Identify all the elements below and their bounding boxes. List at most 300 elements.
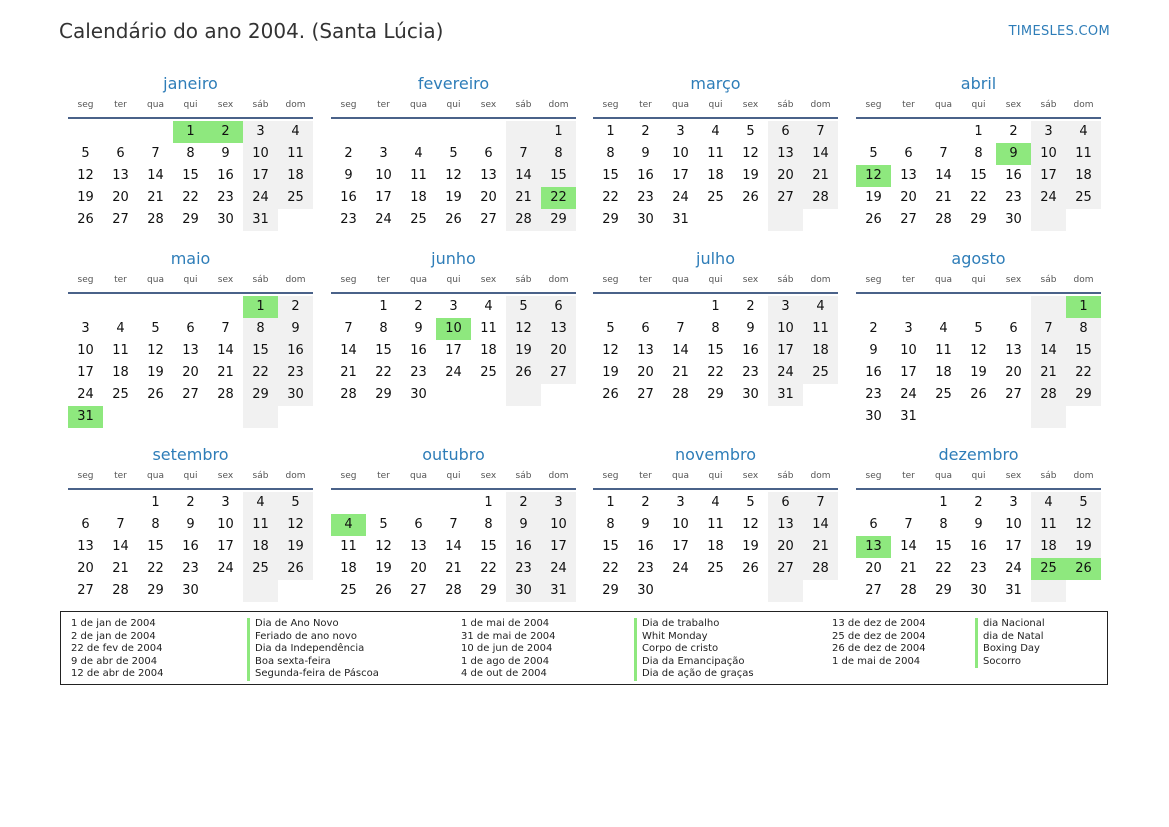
weekday-label: sáb (1040, 100, 1057, 110)
day-cell: 5 (506, 296, 541, 318)
empty-day-cell (103, 492, 138, 514)
week-row (331, 318, 576, 340)
weekday-label: dom (285, 471, 306, 481)
day-cell: 4 (1066, 121, 1101, 143)
day-cell: 15 (602, 539, 619, 554)
day-cell: 2 (186, 495, 195, 510)
day-cell: 12 (147, 343, 164, 358)
day-cell: 6 (541, 296, 576, 318)
day-cell: 28 (672, 387, 689, 402)
weekday-label: seg (77, 275, 94, 285)
day-cell: 28 (1031, 384, 1066, 406)
week-row (331, 209, 576, 231)
weekday-label: qui (971, 471, 986, 481)
weekday-label: sex (217, 275, 234, 285)
day-cell: 6 (116, 146, 125, 161)
weekday-label: dom (285, 100, 306, 110)
day-cell: 29 (480, 583, 497, 598)
day-cell: 14 (672, 343, 689, 358)
holiday-day-cell: 1 (1066, 296, 1101, 318)
empty-day-cell (1066, 406, 1101, 428)
day-cell: 24 (672, 561, 689, 576)
day-cell: 19 (445, 190, 462, 205)
day-cell: 16 (637, 168, 654, 183)
day-cell: 22 (970, 190, 987, 205)
day-cell: 9 (506, 514, 541, 536)
day-cell: 18 (243, 536, 278, 558)
day-cell: 15 (935, 539, 952, 554)
empty-day-cell (663, 296, 698, 318)
empty-day-cell (103, 406, 138, 428)
holiday-day-cell: 9 (996, 143, 1031, 165)
day-cell: 30 (970, 583, 987, 598)
month-11 (593, 444, 838, 602)
day-cell: 18 (1031, 536, 1066, 558)
day-cell: 8 (186, 146, 195, 161)
day-cell: 10 (217, 517, 234, 532)
day-cell: 14 (217, 343, 234, 358)
weekday-label: dom (548, 275, 569, 285)
day-cell: 21 (803, 536, 838, 558)
weekday-label: seg (77, 100, 94, 110)
empty-day-cell (733, 580, 768, 602)
day-cell: 24 (541, 558, 576, 580)
day-cell: 24 (243, 187, 278, 209)
day-cell: 11 (243, 514, 278, 536)
site-link[interactable]: TIMESLES.COM (1008, 24, 1110, 39)
day-cell: 19 (865, 190, 882, 205)
weekday-label: ter (377, 275, 390, 285)
week-row (331, 165, 576, 187)
empty-day-cell (996, 296, 1031, 318)
month-2 (331, 73, 576, 231)
weekday-header (68, 274, 313, 294)
day-cell: 4 (484, 299, 493, 314)
day-cell: 14 (506, 165, 541, 187)
empty-day-cell (593, 296, 628, 318)
day-cell: 26 (865, 212, 882, 227)
weekday-label: ter (902, 100, 915, 110)
empty-day-cell (1031, 296, 1066, 318)
empty-day-cell (68, 492, 103, 514)
day-cell: 24 (1005, 561, 1022, 576)
weekday-label: qua (672, 275, 689, 285)
day-cell: 29 (182, 212, 199, 227)
day-cell: 30 (637, 583, 654, 598)
empty-day-cell (401, 121, 436, 143)
day-cell: 30 (637, 212, 654, 227)
legend-dates-column-1 (71, 618, 163, 681)
weekday-label: sáb (1040, 275, 1057, 285)
day-cell: 6 (869, 517, 878, 532)
day-cell: 11 (278, 143, 313, 165)
day-cell: 22 (243, 362, 278, 384)
week-row (593, 514, 838, 536)
day-cell: 7 (803, 492, 838, 514)
day-cell: 10 (768, 318, 803, 340)
day-cell: 20 (768, 536, 803, 558)
day-cell: 29 (970, 212, 987, 227)
day-cell: 6 (1009, 321, 1018, 336)
day-cell: 11 (480, 321, 497, 336)
week-row (856, 187, 1101, 209)
day-cell: 11 (707, 146, 724, 161)
day-cell: 30 (742, 387, 759, 402)
day-cell: 17 (375, 190, 392, 205)
legend-date: 1 de ago de 2004 (461, 655, 550, 667)
day-cell: 2 (869, 321, 878, 336)
weekday-label: ter (902, 471, 915, 481)
empty-day-cell (1031, 580, 1066, 602)
month-6 (331, 248, 576, 406)
empty-day-cell (803, 384, 838, 406)
empty-day-cell (961, 296, 996, 318)
month-name: dezembro (938, 445, 1019, 464)
weekday-header (331, 470, 576, 490)
empty-day-cell (366, 492, 401, 514)
day-cell: 11 (803, 318, 838, 340)
weekday-label: qua (935, 100, 952, 110)
day-cell: 19 (970, 365, 987, 380)
empty-day-cell (891, 296, 926, 318)
day-cell: 29 (375, 387, 392, 402)
legend-holiday-name: Corpo de cristo (642, 643, 719, 654)
day-cell: 18 (340, 561, 357, 576)
empty-day-cell (278, 406, 313, 428)
day-cell: 20 (112, 190, 129, 205)
day-cell: 16 (182, 539, 199, 554)
day-cell: 14 (900, 539, 917, 554)
day-cell: 29 (602, 583, 619, 598)
day-cell: 1 (974, 124, 983, 139)
day-cell: 9 (186, 517, 195, 532)
day-cell: 18 (410, 190, 427, 205)
day-cell: 19 (506, 340, 541, 362)
weekday-header (593, 470, 838, 490)
day-cell: 31 (672, 212, 689, 227)
day-cell: 28 (935, 212, 952, 227)
day-cell: 17 (1005, 539, 1022, 554)
month-12 (856, 444, 1101, 602)
month-days (68, 492, 313, 602)
month-name: agosto (951, 249, 1006, 268)
weekday-label: qua (672, 471, 689, 481)
day-cell: 19 (278, 536, 313, 558)
week-row (68, 558, 313, 580)
month-5 (68, 248, 313, 428)
weekday-label: qui (971, 275, 986, 285)
empty-day-cell (506, 121, 541, 143)
weekday-label: seg (602, 100, 619, 110)
day-cell: 27 (768, 558, 803, 580)
day-cell: 5 (746, 124, 755, 139)
day-cell: 2 (746, 299, 755, 314)
day-cell: 17 (672, 168, 689, 183)
weekday-label: qua (147, 471, 164, 481)
weekday-label: seg (865, 275, 882, 285)
day-cell: 15 (970, 168, 987, 183)
day-cell: 9 (344, 168, 353, 183)
day-cell: 9 (221, 146, 230, 161)
empty-day-cell (471, 121, 506, 143)
day-cell: 1 (606, 495, 615, 510)
weekday-label: seg (602, 471, 619, 481)
day-cell: 15 (602, 168, 619, 183)
empty-day-cell (243, 406, 278, 428)
day-cell: 27 (410, 583, 427, 598)
day-cell: 10 (541, 514, 576, 536)
day-cell: 5 (278, 492, 313, 514)
week-row (68, 318, 313, 340)
day-cell: 12 (1066, 514, 1101, 536)
weekday-label: sex (742, 471, 759, 481)
empty-day-cell (208, 580, 243, 602)
weekday-label: seg (340, 100, 357, 110)
day-cell: 3 (768, 296, 803, 318)
day-cell: 7 (1031, 318, 1066, 340)
weekday-header (331, 99, 576, 119)
day-cell: 1 (541, 121, 576, 143)
day-cell: 3 (676, 495, 685, 510)
empty-day-cell (856, 296, 891, 318)
day-cell: 31 (1005, 583, 1022, 598)
day-cell: 19 (375, 561, 392, 576)
empty-day-cell (436, 492, 471, 514)
day-cell: 7 (803, 121, 838, 143)
empty-day-cell (138, 121, 173, 143)
weekday-header (856, 274, 1101, 294)
day-cell: 3 (449, 299, 458, 314)
empty-day-cell (698, 209, 733, 231)
empty-day-cell (331, 296, 366, 318)
day-cell: 19 (742, 539, 759, 554)
day-cell: 3 (221, 495, 230, 510)
weekday-label: sex (1005, 275, 1022, 285)
empty-day-cell (243, 580, 278, 602)
day-cell: 9 (746, 321, 755, 336)
day-cell: 4 (711, 495, 720, 510)
day-cell: 29 (541, 209, 576, 231)
day-cell: 5 (746, 495, 755, 510)
day-cell: 18 (112, 365, 129, 380)
week-row (856, 318, 1101, 340)
weekday-label: qui (446, 471, 461, 481)
empty-day-cell (173, 406, 208, 428)
day-cell: 23 (637, 190, 654, 205)
day-cell: 26 (506, 362, 541, 384)
holiday-day-cell: 22 (541, 187, 576, 209)
legend-holiday-name: Whit Monday (642, 630, 708, 642)
day-cell: 28 (445, 583, 462, 598)
day-cell: 13 (410, 539, 427, 554)
week-row (331, 121, 576, 143)
week-row (68, 580, 313, 602)
day-cell: 2 (1009, 124, 1018, 139)
day-cell: 15 (147, 539, 164, 554)
month-name: janeiro (163, 74, 218, 93)
day-cell: 22 (602, 561, 619, 576)
month-name: julho (696, 249, 735, 268)
day-cell: 14 (803, 143, 838, 165)
month-name: abril (960, 74, 997, 93)
day-cell: 6 (81, 517, 90, 532)
day-cell: 28 (803, 187, 838, 209)
day-cell: 17 (243, 165, 278, 187)
week-row (856, 580, 1101, 602)
day-cell: 31 (900, 409, 917, 424)
legend-holiday-name: Dia de Ano Novo (255, 618, 339, 629)
day-cell: 17 (1031, 165, 1066, 187)
weekday-label: seg (77, 471, 94, 481)
day-cell: 5 (974, 321, 983, 336)
weekday-label: ter (639, 471, 652, 481)
day-cell: 4 (116, 321, 125, 336)
day-cell: 25 (1066, 187, 1101, 209)
month-days (68, 121, 313, 231)
empty-day-cell (1066, 580, 1101, 602)
month-1 (68, 73, 313, 231)
day-cell: 23 (217, 190, 234, 205)
day-cell: 1 (379, 299, 388, 314)
day-cell: 19 (147, 365, 164, 380)
day-cell: 15 (182, 168, 199, 183)
day-cell: 4 (414, 146, 423, 161)
week-row (331, 492, 576, 514)
day-cell: 18 (707, 539, 724, 554)
week-row (331, 514, 576, 536)
week-row (68, 536, 313, 558)
day-cell: 21 (217, 365, 234, 380)
weekday-label: ter (377, 471, 390, 481)
day-cell: 14 (935, 168, 952, 183)
day-cell: 26 (147, 387, 164, 402)
day-cell: 10 (1031, 143, 1066, 165)
weekday-header (856, 99, 1101, 119)
weekday-label: qui (446, 275, 461, 285)
day-cell: 7 (939, 146, 948, 161)
day-cell: 25 (803, 362, 838, 384)
empty-day-cell (891, 492, 926, 514)
day-cell: 6 (641, 321, 650, 336)
holiday-day-cell: 10 (436, 318, 471, 340)
day-cell: 4 (939, 321, 948, 336)
day-cell: 21 (112, 561, 129, 576)
week-row (68, 406, 313, 428)
legend-dates-column-2 (461, 618, 556, 681)
week-row (331, 187, 576, 209)
day-cell: 18 (480, 343, 497, 358)
day-cell: 13 (480, 168, 497, 183)
empty-day-cell (173, 296, 208, 318)
day-cell: 10 (243, 143, 278, 165)
day-cell: 3 (904, 321, 913, 336)
day-cell: 20 (410, 561, 427, 576)
day-cell: 29 (1066, 384, 1101, 406)
day-cell: 21 (340, 365, 357, 380)
day-cell: 31 (768, 384, 803, 406)
day-cell: 30 (278, 384, 313, 406)
empty-day-cell (68, 121, 103, 143)
day-cell: 29 (147, 583, 164, 598)
week-row (593, 558, 838, 580)
day-cell: 4 (803, 296, 838, 318)
day-cell: 5 (379, 517, 388, 532)
day-cell: 11 (340, 539, 357, 554)
weekday-label: qua (410, 275, 427, 285)
empty-day-cell (961, 406, 996, 428)
day-cell: 17 (672, 539, 689, 554)
week-row (593, 143, 838, 165)
day-cell: 25 (410, 212, 427, 227)
empty-day-cell (926, 121, 961, 143)
day-cell: 16 (506, 536, 541, 558)
day-cell: 26 (742, 190, 759, 205)
day-cell: 2 (278, 296, 313, 318)
day-cell: 24 (445, 365, 462, 380)
day-cell: 2 (641, 495, 650, 510)
day-cell: 23 (340, 212, 357, 227)
day-cell: 20 (77, 561, 94, 576)
week-row (856, 406, 1101, 428)
day-cell: 12 (375, 539, 392, 554)
day-cell: 21 (445, 561, 462, 576)
day-cell: 3 (1009, 495, 1018, 510)
week-row (856, 558, 1101, 580)
day-cell: 23 (1005, 190, 1022, 205)
day-cell: 30 (182, 583, 199, 598)
legend-names-column-2 (634, 618, 754, 681)
day-cell: 24 (1031, 187, 1066, 209)
legend-holiday-name: Dia de trabalho (642, 618, 720, 629)
week-row (593, 318, 838, 340)
day-cell: 7 (221, 321, 230, 336)
weekday-label: qua (147, 100, 164, 110)
day-cell: 26 (445, 212, 462, 227)
day-cell: 11 (410, 168, 427, 183)
weekday-header (68, 99, 313, 119)
day-cell: 2 (641, 124, 650, 139)
empty-day-cell (278, 580, 313, 602)
day-cell: 9 (641, 517, 650, 532)
empty-day-cell (541, 384, 576, 406)
day-cell: 2 (414, 299, 423, 314)
day-cell: 14 (803, 514, 838, 536)
day-cell: 25 (243, 558, 278, 580)
week-row (68, 492, 313, 514)
day-cell: 7 (506, 143, 541, 165)
weekday-label: dom (1073, 275, 1094, 285)
legend-date: 10 de jun de 2004 (461, 643, 553, 654)
empty-day-cell (366, 121, 401, 143)
day-cell: 23 (506, 558, 541, 580)
day-cell: 4 (711, 124, 720, 139)
holiday-day-cell: 25 (1031, 558, 1066, 580)
day-cell: 25 (707, 561, 724, 576)
day-cell: 8 (379, 321, 388, 336)
day-cell: 23 (742, 365, 759, 380)
day-cell: 10 (900, 343, 917, 358)
day-cell: 27 (768, 187, 803, 209)
empty-day-cell (278, 209, 313, 231)
day-cell: 22 (935, 561, 952, 576)
day-cell: 11 (1031, 514, 1066, 536)
day-cell: 11 (935, 343, 952, 358)
day-cell: 16 (217, 168, 234, 183)
month-9 (68, 444, 313, 602)
empty-day-cell (768, 580, 803, 602)
day-cell: 19 (1066, 536, 1101, 558)
day-cell: 24 (672, 190, 689, 205)
